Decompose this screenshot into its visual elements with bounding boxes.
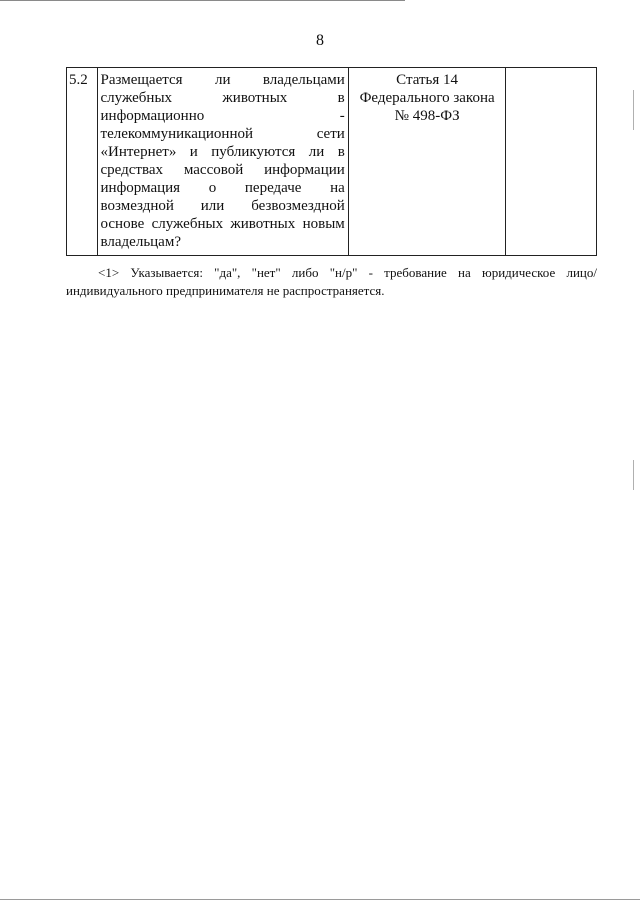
law-reference-line: № 498-ФЗ [394, 108, 460, 124]
checklist-table [66, 67, 597, 256]
scan-edge-mark [633, 90, 634, 130]
table-row [67, 68, 597, 256]
law-reference-line: Федерального закона [359, 90, 495, 106]
row-number: 5.2 [67, 68, 98, 256]
scan-edge-mark [633, 460, 634, 490]
answer-cell [506, 68, 597, 256]
scan-edge-top [0, 0, 405, 1]
question-cell: Размещается ли владельцами служебных животных в информационно - телекоммуникационной сети «Интернет» и публикуются ли в средствах массовой информации информация о передаче на возмездной или безвозмездной основе служебных животных новым владельцам? [97, 68, 348, 256]
footnote: <1> Указывается: "да", "нет" либо "н/р" - требование на юридическое лицо/индивидуального предпринимателя не распространяется. [66, 265, 597, 298]
scan-edge-bottom [0, 899, 640, 900]
law-reference-cell [348, 68, 506, 256]
law-reference-line: Статья 14 [396, 72, 459, 88]
page-number: 8 [316, 32, 324, 49]
